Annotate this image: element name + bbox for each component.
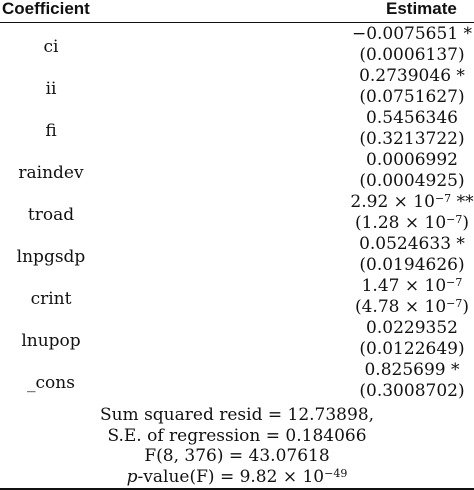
standard-error: (0.3008702) xyxy=(359,381,465,401)
table-row xyxy=(0,24,474,66)
standard-error: (0.0194626) xyxy=(359,255,465,275)
table-row xyxy=(0,192,474,234)
standard-error: $(1.28 \times 10^{-7})$ xyxy=(354,213,470,233)
table-header xyxy=(0,0,474,23)
coefficient-name: crint xyxy=(30,289,72,309)
p-value: p-value(F) = $9.82 \times 10^{-49}$ xyxy=(126,466,348,487)
estimate-value: $2.92 \times 10^{-7}$ ** xyxy=(350,192,474,212)
coefficient-name: ii xyxy=(45,79,57,99)
coefficient-name: troad xyxy=(27,205,75,225)
estimate-value: 0.2739046 * xyxy=(359,66,465,86)
f-statistic: F(8, 376) = 43.07618 xyxy=(144,446,330,466)
coefficient-name: lnupop xyxy=(21,331,81,351)
standard-error: (0.0006137) xyxy=(359,45,465,65)
estimate-cell xyxy=(348,66,474,108)
coefficient-name: _cons xyxy=(27,373,75,393)
estimate-value: 0.0229352 xyxy=(366,318,458,338)
se-of-regression: S.E. of regression = 0.184066 xyxy=(107,425,367,446)
coefficient-name: fi xyxy=(45,121,57,141)
estimate-cell xyxy=(348,192,474,234)
table-row xyxy=(0,150,474,192)
estimate-cell xyxy=(348,150,474,192)
estimate-value: −0.0075651 * xyxy=(351,24,473,44)
sum-squared-resid: Sum squared resid = 12.73898, xyxy=(99,405,375,425)
table-row xyxy=(0,108,474,150)
estimate-value: 0.0006992 xyxy=(366,150,458,170)
standard-error: (0.0122649) xyxy=(359,339,465,359)
coefficient-name: raindev xyxy=(18,163,84,183)
estimate-value: 0.825699 * xyxy=(364,360,460,380)
coefficient-name: lnpgsdp xyxy=(16,247,86,267)
table-row xyxy=(0,276,474,318)
table-row xyxy=(0,234,474,276)
table-row xyxy=(0,66,474,108)
estimate-value: $1.47 \times 10^{-7}$ xyxy=(361,276,463,296)
standard-error: (0.3213722) xyxy=(359,129,465,149)
estimate-value: 0.0524633 * xyxy=(359,234,465,254)
estimate-cell xyxy=(348,318,474,360)
standard-error: (0.0751627) xyxy=(359,87,465,107)
estimate-cell xyxy=(348,108,474,150)
estimate-cell xyxy=(348,276,474,318)
table-row xyxy=(0,318,474,360)
standard-error: (0.0004925) xyxy=(359,171,465,191)
estimate-cell xyxy=(348,360,474,402)
table-row xyxy=(0,360,474,402)
standard-error: $(4.78 \times 10^{-7})$ xyxy=(354,297,470,317)
coefficient-column-header: Coefficient xyxy=(2,0,90,18)
coefficient-name: ci xyxy=(43,37,59,57)
estimate-column-header: Estimate xyxy=(386,0,457,18)
regression-statistics xyxy=(0,405,474,487)
estimate-cell xyxy=(348,234,474,276)
estimate-cell xyxy=(348,24,474,66)
estimate-value: 0.5456346 xyxy=(366,108,458,128)
bottom-rule xyxy=(0,488,474,490)
